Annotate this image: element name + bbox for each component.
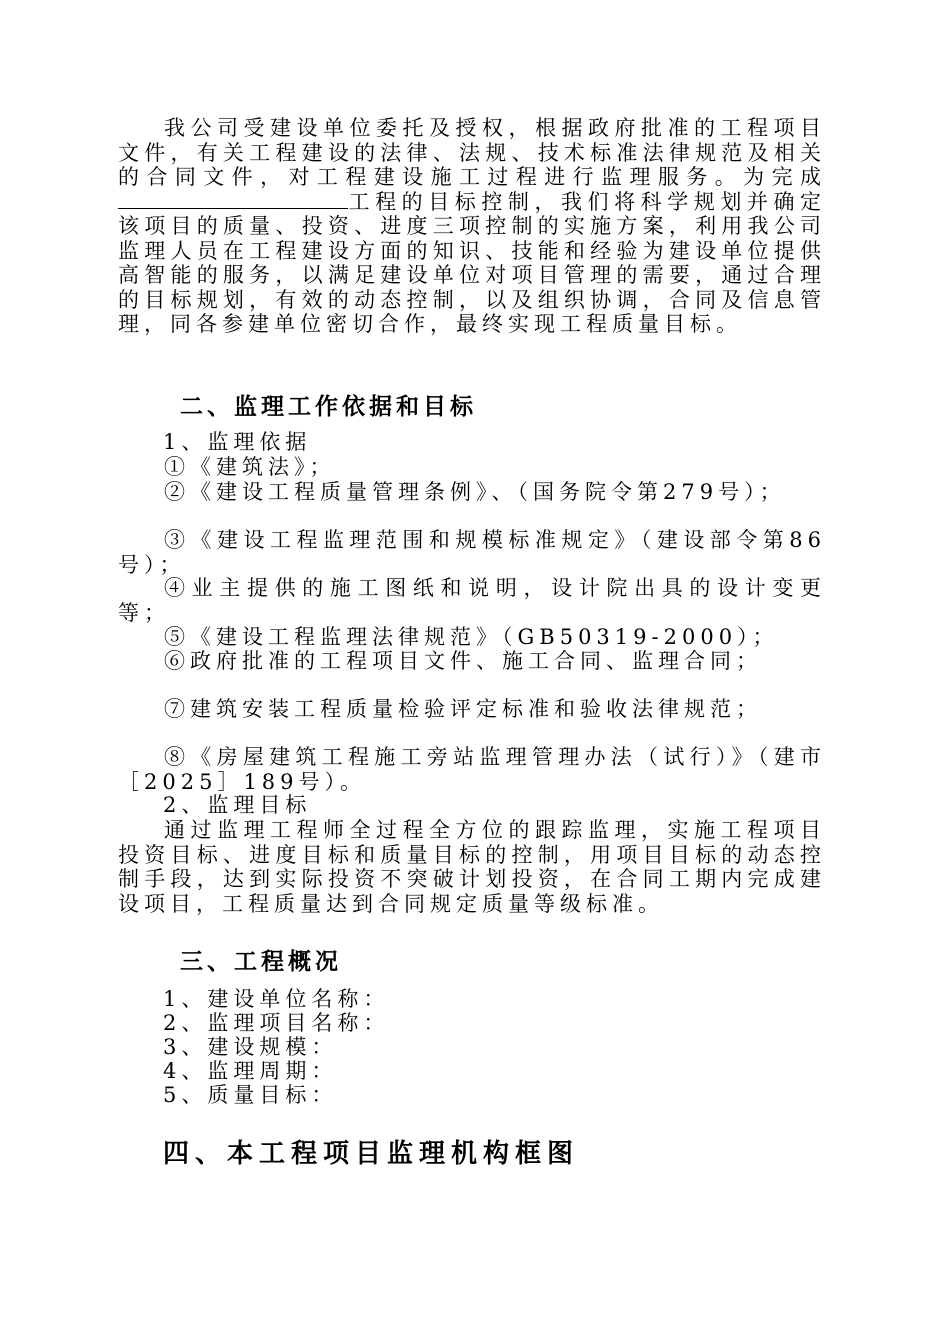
intro-text-part2: 工程的目标控制，我们将科学规划并确定该项目的质量、投资、进度三项控制的实施方案，利用我公司监理人员在工程建设方面的知识、技能和经验为建设单位提供高智能的服务，以满足建设单位对项目管理的需要，通过合理的目标规划，有效的动态控制，以及组织协调，合同及信息管理，同各参建单位密切合作，最终实现工程质量目标。 <box>118 189 826 336</box>
overview-item-1: 1、建设单位名称： <box>163 987 390 1011</box>
basis-item-2: ②《建设工程质量管理条例》、（国务院令第279号）； <box>164 480 786 504</box>
goal-paragraph: 通过监理工程师全过程全方位的跟踪监理，实施工程项目投资目标、进度目标和质量目标的控制，用项目目标的动态控制手段，达到实际投资不突破计划投资，在合同工期内完成建设项目，工程质量达到合同规定质量等级标准。 <box>118 818 826 916</box>
overview-item-2: 2、监理项目名称： <box>163 1011 390 1035</box>
basis-item-6: ⑥政府批准的工程项目文件、施工合同、监理合同； <box>164 649 762 673</box>
basis-item-1: ①《建筑法》； <box>164 455 336 479</box>
project-name-blank <box>118 190 348 209</box>
overview-item-5: 5、质量目标： <box>163 1083 338 1107</box>
intro-text-part1: 我公司受建设单位委托及授权，根据政府批准的工程项目文件，有关工程建设的法律、法规、技术标准法律规范及相关的合同文件，对工程建设施工过程进行监理服务。为完成 <box>118 116 826 189</box>
overview-item-3: 3、建设规模： <box>163 1035 338 1059</box>
goal-title: 2、监理目标 <box>163 793 312 817</box>
section3-heading: 三、工程概况 <box>180 948 342 975</box>
overview-item-4: 4、监理周期： <box>163 1059 338 1083</box>
basis-item-8: ⑧《房屋建筑工程施工旁站监理管理办法（试行）》（建市［2025］189号）。 <box>118 745 826 794</box>
section4-heading: 四、本工程项目监理机构框图 <box>163 1139 580 1169</box>
basis-title: 1、监理依据 <box>163 430 312 454</box>
section2-heading: 二、监理工作依据和目标 <box>180 393 477 420</box>
basis-item-4: ④业主提供的施工图纸和说明，设计院出具的设计变更等； <box>118 576 826 625</box>
basis-item-7: ⑦建筑安装工程质量检验评定标准和验收法律规范； <box>164 697 762 721</box>
basis-item-3: ③《建设工程监理范围和规模标准规定》（建设部令第86号）； <box>118 528 826 577</box>
basis-item-5: ⑤《建设工程监理法律规范》（GB50319-2000）； <box>164 625 779 649</box>
intro-paragraph <box>118 116 826 337</box>
